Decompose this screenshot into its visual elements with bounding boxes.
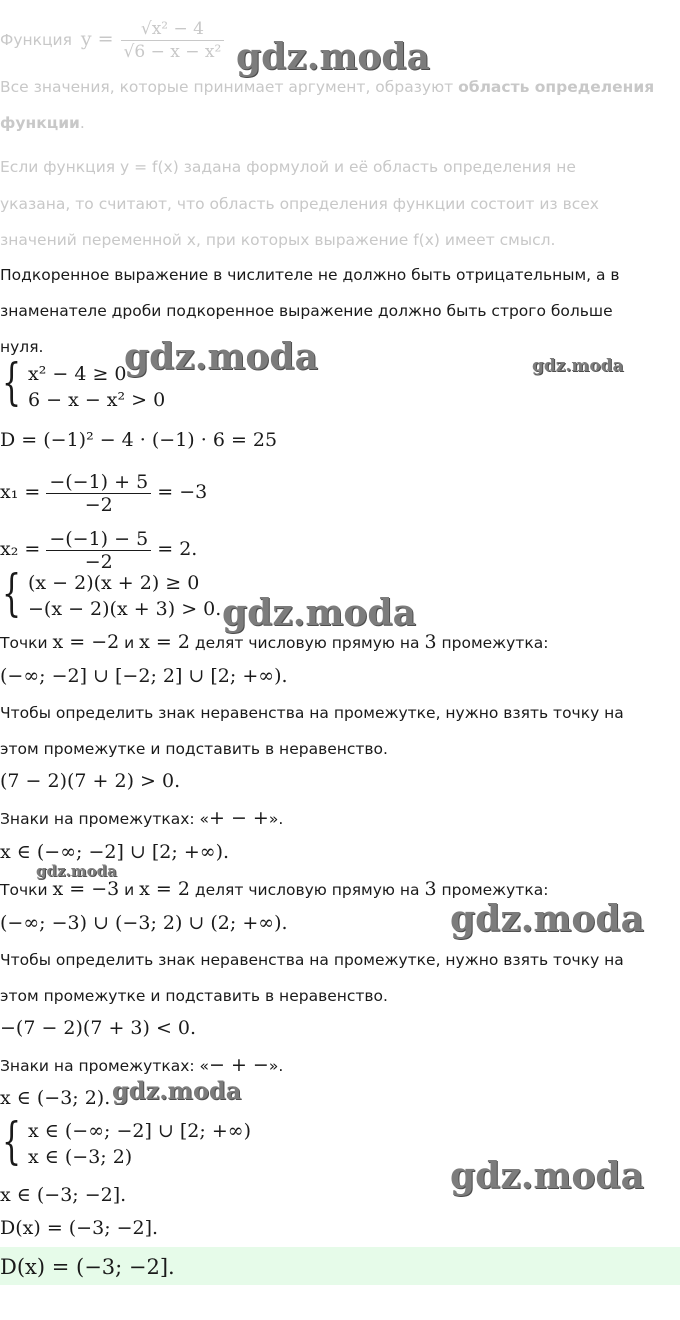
x1-denominator: −2 xyxy=(84,493,113,516)
points2-text-c: и xyxy=(119,881,140,899)
system3-row1: x ∈ (−∞; −2] ∪ [2; +∞) xyxy=(28,1120,251,1142)
method1-line2: этом промежутке и подставить в неравенство. xyxy=(0,740,388,758)
definition2-line2: указана, то считают, что область определения функции состоит из всех xyxy=(0,195,599,213)
method2-line2: этом промежутке и подставить в неравенство. xyxy=(0,987,388,1005)
watermark-logo: gdz.moda xyxy=(236,36,430,78)
function-numerator: √x² − 4 xyxy=(121,18,225,41)
watermark-logo: gdz.moda xyxy=(112,1076,242,1105)
x2-result: = 2. xyxy=(157,538,198,560)
system1-brace: { xyxy=(2,353,22,411)
definition2-line1: Если функция y = f(x) задана формулой и её область определения не xyxy=(0,158,576,176)
system2-row1: (x − 2)(x + 2) ≥ 0 xyxy=(28,572,200,594)
system1-row2: 6 − x − x² > 0 xyxy=(28,389,166,411)
x2-label: x₂ = xyxy=(0,538,41,560)
final-answer: D(x) = (−3; −2]. xyxy=(0,1255,175,1279)
points1-text-a: Точки xyxy=(0,634,53,652)
x1-label: x₁ = xyxy=(0,481,41,503)
x2-numerator: −(−1) − 5 xyxy=(46,528,151,551)
result2: x ∈ (−3; 2). xyxy=(0,1087,111,1109)
points2-value-b: x = −3 xyxy=(52,878,120,900)
signs2-values: − + − xyxy=(209,1054,269,1076)
domain-result: D(x) = (−3; −2]. xyxy=(0,1217,159,1239)
signs2 xyxy=(0,1055,283,1076)
definition-term: область определения xyxy=(458,78,655,96)
points2-text-e: делят числовую прямую на xyxy=(189,881,425,899)
function-denominator: √6 − x − x² xyxy=(123,42,222,62)
points1-value-b: x = −2 xyxy=(52,631,120,653)
system1-row1: x² − 4 ≥ 0 xyxy=(28,363,127,385)
points2-text-a: Точки xyxy=(0,881,53,899)
intervals1: (−∞; −2] ∪ [−2; 2] ∪ [2; +∞). xyxy=(0,665,288,687)
condition-line1: Подкоренное выражение в числителе не должно быть отрицательным, а в xyxy=(0,266,620,284)
points2-text-g: промежутка: xyxy=(436,881,549,899)
points2-count: 3 xyxy=(424,878,437,900)
definition-text: Все значения, которые принимает аргумент, образуют xyxy=(0,78,459,96)
condition-line2: знаменателе дроби подкоренное выражение должно быть строго больше xyxy=(0,302,613,320)
test2: −(7 − 2)(7 + 3) < 0. xyxy=(0,1017,197,1039)
result3: x ∈ (−3; −2]. xyxy=(0,1184,127,1206)
definition-period: . xyxy=(79,114,85,132)
definition-line1 xyxy=(0,77,654,97)
signs1-text-a: Знаки на промежутках: « xyxy=(0,810,210,828)
function-statement xyxy=(0,18,224,63)
x2-fraction xyxy=(46,528,151,573)
watermark-logo: gdz.moda xyxy=(36,862,117,880)
signs1-values: + − + xyxy=(209,807,269,829)
points-line1 xyxy=(0,632,548,653)
watermark-logo: gdz.moda xyxy=(124,336,318,378)
root-x1 xyxy=(0,468,207,518)
discriminant: D = (−1)² − 4 · (−1) · 6 = 25 xyxy=(0,429,278,451)
definition-term-end: функции xyxy=(0,114,80,132)
watermark-logo: gdz.moda xyxy=(450,1155,644,1197)
system3-row2: x ∈ (−3; 2) xyxy=(28,1146,133,1168)
system2-brace: { xyxy=(2,564,22,622)
watermark-logo: gdz.moda xyxy=(450,898,644,940)
definition2-line3: значений переменной x, при которых выражение f(x) имеет смысл. xyxy=(0,231,556,249)
test1: (7 − 2)(7 + 2) > 0. xyxy=(0,770,181,792)
x2-denominator: −2 xyxy=(84,550,113,573)
system2-row2: −(x − 2)(x + 3) > 0. xyxy=(28,598,222,620)
function-label: Функция xyxy=(0,31,72,49)
function-y: y = xyxy=(80,28,114,50)
signs2-text-a: Знаки на промежутках: « xyxy=(0,1057,210,1075)
signs1 xyxy=(0,808,283,829)
watermark-logo: gdz.moda xyxy=(532,356,624,376)
function-fraction xyxy=(121,18,225,63)
points1-count: 3 xyxy=(424,631,437,653)
condition-line3: нуля. xyxy=(0,338,44,356)
x1-numerator: −(−1) + 5 xyxy=(46,471,151,494)
points2-value-d: x = 2 xyxy=(139,878,190,900)
root-x2 xyxy=(0,525,197,575)
points1-text-g: промежутка: xyxy=(436,634,549,652)
method1-line1: Чтобы определить знак неравенства на промежутке, нужно взять точку на xyxy=(0,704,624,722)
points1-value-d: x = 2 xyxy=(139,631,190,653)
signs1-text-c: ». xyxy=(268,810,284,828)
intervals2: (−∞; −3) ∪ (−3; 2) ∪ (2; +∞). xyxy=(0,912,288,934)
method2-line1: Чтобы определить знак неравенства на промежутке, нужно взять точку на xyxy=(0,951,624,969)
result1: x ∈ (−∞; −2] ∪ [2; +∞). xyxy=(0,841,230,863)
x1-result: = −3 xyxy=(157,481,208,503)
points1-text-c: и xyxy=(119,634,140,652)
watermark-logo: gdz.moda xyxy=(222,592,416,634)
x1-fraction xyxy=(46,471,151,516)
points1-text-e: делят числовую прямую на xyxy=(189,634,425,652)
definition-line2 xyxy=(0,113,85,133)
system3-brace: { xyxy=(2,1112,22,1170)
points-line2 xyxy=(0,879,548,900)
signs2-text-c: ». xyxy=(268,1057,284,1075)
